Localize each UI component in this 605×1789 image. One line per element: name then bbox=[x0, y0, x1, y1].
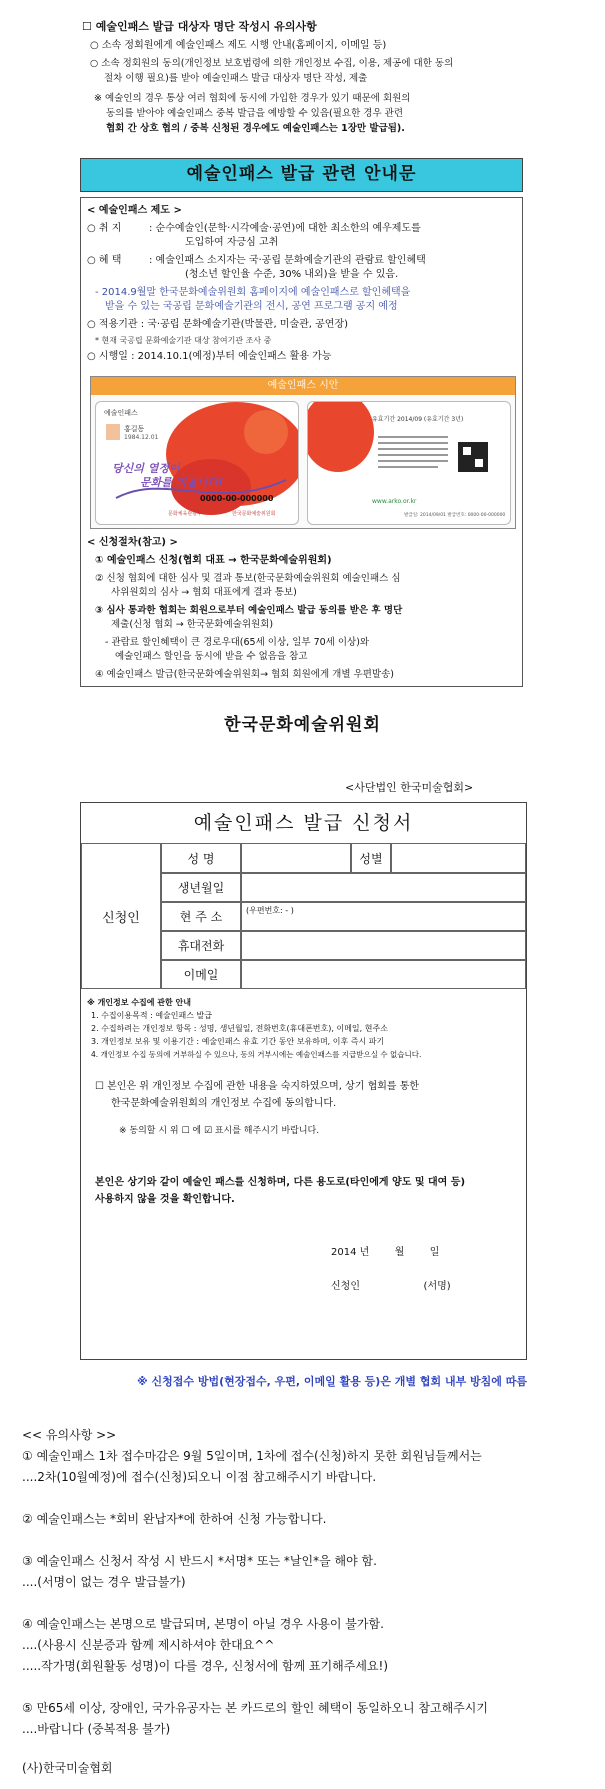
gender-label: 성별 bbox=[351, 843, 391, 873]
zip-label: (우편번호: - ) bbox=[246, 906, 294, 915]
form-title: 예술인패스 발급 신청서 bbox=[81, 803, 526, 844]
applicant-label: 신청인 bbox=[81, 843, 161, 989]
note-2: ② 예술인패스는 *회비 완납자*에 한하여 신청 가능합니다. bbox=[22, 1512, 327, 1526]
benefit-line-2: (청소년 할인율 수준, 30% 내외)을 받을 수 있음. bbox=[185, 269, 399, 280]
notes-heading: << 유의사항 >> bbox=[22, 1428, 117, 1442]
gender-input[interactable] bbox=[391, 843, 526, 873]
procedure-heading: < 신청절차(참고) > bbox=[87, 537, 178, 548]
application-date: 2014 년 월 일 bbox=[331, 1247, 440, 1258]
card-validity: 유효기간 2014/09 (유효기간 3년) bbox=[372, 416, 464, 423]
address-input[interactable] bbox=[241, 902, 526, 931]
note-5b: ....바랍니다 (중복적용 불가) bbox=[22, 1722, 171, 1736]
precaution-note-3: 협회 간 상호 협의 / 중복 신청된 경우에도 예술인패스는 1장만 발급됨). bbox=[106, 123, 405, 134]
note-4c: .....작가명(회원활동 성명)이 다를 경우, 신청서에 함께 표기해주세요!) bbox=[22, 1659, 389, 1673]
email-label: 이메일 bbox=[161, 960, 241, 989]
applicant-signature[interactable]: 신청인 (서명) bbox=[331, 1281, 451, 1292]
privacy-item-3: 3. 개인정보 보유 및 이용기간 : 예술인패스 유효 기간 동안 보유하며, 이후 즉시 파기 bbox=[91, 1037, 385, 1046]
note-4a: ④ 예술인패스는 본명으로 발급되며, 본명이 아닐 경우 사용이 불가함. bbox=[22, 1617, 384, 1631]
application-form bbox=[80, 802, 527, 1360]
procedure-step-2a: ② 신청 협회에 대한 심사 및 결과 통보(한국문화예술위원회 예술인패스 심 bbox=[95, 573, 401, 584]
precaution-note-1: ※ 예술인의 경우 통상 여러 협회에 동시에 가입한 경우가 있기 때문에 회원의 bbox=[94, 93, 411, 104]
procedure-step-3a: ③ 심사 통과한 협회는 회원으로부터 예술인패스 발급 동의를 받은 후 명단 bbox=[95, 605, 403, 616]
procedure-step-1: ① 예술인패스 신청(협회 대표 → 한국문화예술위원회) bbox=[95, 555, 332, 566]
pass-card-front bbox=[95, 401, 299, 525]
precaution-line-2: ○ 소속 정회원의 동의(개인정보 보호법령에 의한 개인정보 수집, 이용, 제공에 대한 동의 bbox=[90, 58, 454, 69]
procedure-step-4: ④ 예술인패스 발급(한국문화예술위원회→ 협회 회원에게 개별 우편발송) bbox=[95, 669, 394, 680]
phone-label: 휴대전화 bbox=[161, 931, 241, 960]
phone-input[interactable] bbox=[241, 931, 526, 960]
pass-card-back bbox=[307, 401, 511, 525]
list-precaution-heading: ☐ 예술인패스 발급 대상자 명단 작성시 유의사항 bbox=[82, 20, 317, 33]
card-slogan-2: 문화를 피웁니다! bbox=[140, 476, 224, 489]
procedure-note-a: - 관람료 할인혜택이 큰 경로우대(65세 이상, 일부 70세 이상)와 bbox=[105, 637, 370, 648]
venue-note: * 현재 국공립 문화예술기관 대상 참여기관 조사 중 bbox=[95, 336, 272, 345]
procedure-step-3b: 제출(신청 협회 → 한국문화예술위원회) bbox=[111, 619, 274, 630]
note-3a: ③ 예술인패스 신청서 작성 시 반드시 *서명* 또는 *날인*을 해야 함. bbox=[22, 1554, 377, 1568]
consent-line-2: 한국문화예술위원회의 개인정보 수집에 동의합니다. bbox=[111, 1098, 337, 1109]
consent-checkbox-line[interactable]: ☐ 본인은 위 개인정보 수집에 관한 내용을 숙지하였으며, 상기 협회를 통한 bbox=[95, 1081, 420, 1092]
birth-input[interactable] bbox=[241, 873, 526, 902]
card-front-label: 예술인패스 bbox=[104, 409, 138, 417]
birth-label: 생년월일 bbox=[161, 873, 241, 902]
address-label: 현 주 소 bbox=[161, 902, 241, 931]
name-label: 성 명 bbox=[161, 843, 241, 873]
notice-blue-2: 받을 수 있는 국공립 문화예술기관의 전시, 공연 프로그램 공지 예정 bbox=[105, 301, 398, 312]
card-holder-name: 홍길동 bbox=[124, 425, 145, 433]
association-label: <사단법인 한국미술협회> bbox=[345, 781, 474, 794]
card-issuer-left: 문화체육관광부 bbox=[168, 511, 202, 517]
privacy-heading: ※ 개인정보 수집에 관한 안내 bbox=[87, 998, 191, 1007]
submission-notice: ※ 신청접수 방법(현장접수, 우편, 이메일 활용 등)은 개별 협회 내부 방침에 따름 bbox=[136, 1375, 527, 1388]
consent-note: ※ 동의할 시 위 ☐ 에 ☑ 표시를 해주시기 바랍니다. bbox=[119, 1126, 320, 1136]
privacy-item-4: 4. 개인정보 수집 동의에 거부하실 수 있으나, 동의 거부시에는 예술인패스를 지급받으실 수 없습니다. bbox=[91, 1050, 422, 1059]
purpose-line-1: : 순수예술인(문학·시각예술·공연)에 대한 최소한의 예우제도를 bbox=[149, 223, 421, 234]
precaution-note-2: 동의를 받아야 예술인패스 중복 발급을 예방할 수 있음(필요한 경우 관련 bbox=[106, 108, 404, 119]
precaution-line-3: 절차 이행 필요)를 받아 예술인패스 발급 대상자 명단 작성, 제출 bbox=[104, 73, 368, 84]
privacy-item-2: 2. 수집하려는 개인정보 항목 : 성명, 생년월일, 전화번호(휴대폰번호), 이메일, 현주소 bbox=[91, 1024, 388, 1033]
note-3b: ....(서명이 없는 경우 발급불가) bbox=[22, 1575, 186, 1589]
note-1b: ....2차(10월예정)에 접수(신청)되오니 이점 참고해주시기 바랍니다. bbox=[22, 1470, 377, 1484]
pass-sample-panel bbox=[90, 376, 516, 529]
note-4b: ....(사용시 신분증과 함께 제시하셔야 한대요^^ bbox=[22, 1638, 275, 1652]
declaration-line-2: 사용하지 않을 것을 확인합니다. bbox=[95, 1194, 235, 1205]
procedure-step-2b: 사위원회의 심사 → 협회 대표에게 결과 통보) bbox=[111, 587, 297, 598]
qr-code-icon bbox=[458, 442, 488, 472]
system-heading: < 예술인패스 제도 > bbox=[87, 205, 182, 216]
card-url: www.arko.or.kr bbox=[372, 498, 417, 505]
photo-placeholder bbox=[106, 424, 120, 440]
declaration-line-1: 본인은 상기와 같이 예술인 패스를 신청하며, 다른 용도로(타인에게 양도 및 대여 등) bbox=[95, 1177, 466, 1188]
card-holder-dob: 1984.12.01 bbox=[124, 434, 159, 441]
notice-blue-1: - 2014.9월말 한국문화예술위원회 홈페이지에 예술인패스로 할인혜택을 bbox=[95, 287, 411, 298]
purpose-label: ○ 취 지 bbox=[87, 223, 122, 234]
procedure-note-b: 예술인패스 할인을 동시에 받을 수 없음을 참고 bbox=[115, 651, 308, 662]
card-issuer-right: 한국문화예술위원회 bbox=[232, 511, 276, 517]
red-paint-splash-3 bbox=[244, 410, 288, 454]
benefit-line-1: : 예술인패스 소지자는 국·공립 문화예술기관의 관람료 할인혜택 bbox=[149, 255, 426, 266]
venue-line: ○ 적용기관 : 국·공립 문화예술기관(박물관, 미술관, 공연장) bbox=[87, 319, 349, 330]
org-name-title: 한국문화예술위원회 bbox=[224, 715, 381, 735]
benefit-label: ○ 혜 택 bbox=[87, 255, 122, 266]
name-input[interactable] bbox=[241, 843, 351, 873]
precaution-line-1: ○ 소속 정회원에게 예술인패스 제도 시행 안내(홈페이지, 이메일 등) bbox=[90, 40, 387, 51]
guide-banner-title: 예술인패스 발급 관련 안내문 bbox=[80, 158, 523, 192]
note-1a: ① 예술인패스 1차 접수마감은 9월 5일이며, 1차에 접수(신청)하지 못한 회원님들께서는 bbox=[22, 1449, 482, 1463]
start-date-line: ○ 시행일 : 2014.10.1(예정)부터 예술인패스 활용 가능 bbox=[87, 351, 332, 362]
card-back-footer: 발급일: 2014/09/01 발급번호: 0000-00-000000 bbox=[404, 513, 506, 518]
privacy-item-1: 1. 수집이용목적 : 예술인패스 발급 bbox=[91, 1011, 212, 1020]
card-slogan-1: 당신의 열정이 bbox=[112, 462, 180, 475]
email-input[interactable] bbox=[241, 960, 526, 989]
notes-signature: (사)한국미술협회 bbox=[22, 1761, 113, 1775]
pass-sample-title: 예술인패스 시안 bbox=[91, 377, 515, 395]
red-paint-splash-back bbox=[308, 402, 374, 472]
purpose-line-2: 도입하여 자긍심 고취 bbox=[185, 237, 279, 248]
card-number: 0000-00-000000 bbox=[200, 494, 274, 503]
note-5a: ⑤ 만65세 이상, 장애인, 국가유공자는 본 카드로의 할인 혜택이 동일하오니 참고해주시기 bbox=[22, 1701, 488, 1715]
